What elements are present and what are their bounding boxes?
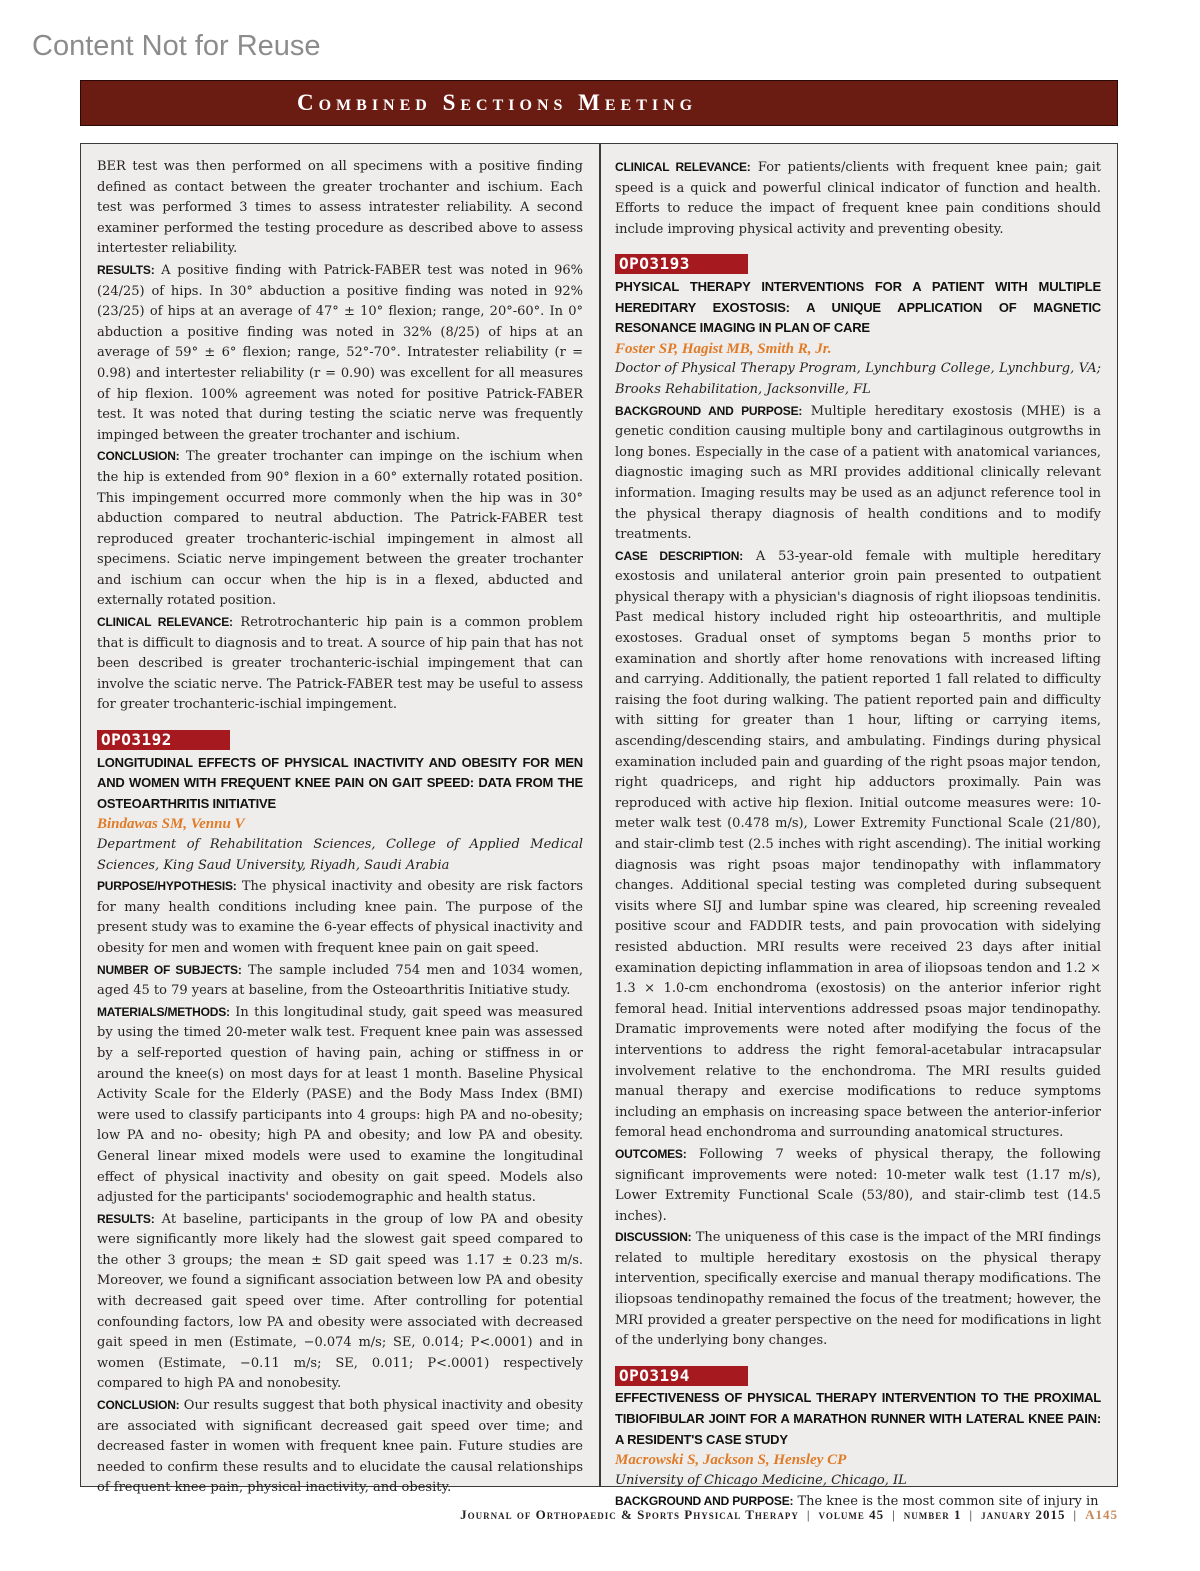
results-label: RESULTS: [97,262,155,277]
background-paragraph [615,401,1101,546]
methods-text: In this longitudinal study, gait speed was measured by using the timed 20-meter walk test. Frequent knee pain was assessed by a self-reported question of having pain, aching or stiffness in or around the knee(s) on most days for at least 1 month. Baseline Physical Activity Scale for the Elderly (PASE) and the Body Mass Index (BMI) were used to classify participants into 4 groups: high PA and no-obesity; low PA and no- obesity; high PA and obesity; and low PA and obesity. General linear mixed models were used to examine the longitudinal effect of physical inactivity and obesity on gait speed. Models also adjusted for the participants' sociodemographic and health status. [97,1004,583,1206]
relevance-text: Retrotrochanteric hip pain is a common problem that is difficult to diagnosis and to treat. A source of hip pain that has not been described is greater trochanteric-ischial impingement that can involve the sciatic nerve. The Patrick-FABER test may be useful to assess for greater trochanteric-ischial impingement. [97,615,583,713]
footer-number: number 1 [903,1507,962,1522]
outcomes-text: Following 7 weeks of physical therapy, the following significant improvements were noted: 10-meter walk test (1.17 m/s), Lower Extremity Functional Scale (53/80), and stair-climb test (14.5 inches). [615,1146,1101,1224]
abstract-title: PHYSICAL THERAPY INTERVENTIONS FOR A PATIENT WITH MULTIPLE HEREDITARY EXOSTOSIS: A UNIQUE APPLICATION OF MAGNETIC RESONANCE IMAGING IN PLAN OF CARE [615,278,1101,336]
abstract-id-badge: OPO3193 [615,254,748,274]
background-text: The knee is the most common site of injury in [797,1494,1099,1510]
watermark: Content Not for Reuse [32,30,321,62]
results-paragraph [97,260,583,446]
abstract-results-label: RESULTS: [97,1211,155,1226]
footer-journal: Journal of Orthopaedic & Sports Physical Therapy [460,1507,799,1522]
purpose-paragraph [97,876,583,959]
footer-page-number: A145 [1085,1507,1118,1522]
page-footer: Journal of Orthopaedic & Sports Physical Therapy | volume 45 | number 1 | january 2015 | A145 [460,1507,1118,1522]
right-relevance-paragraph [615,157,1101,240]
purpose-label: PURPOSE/HYPOTHESIS: [97,879,237,894]
abstract-title: EFFECTIVENESS OF PHYSICAL THERAPY INTERVENTION TO THE PROXIMAL TIBIOFIBULAR JOINT FOR A MARATHON RUNNER WITH LATERAL KNEE PAIN: A RESIDENT'S CASE STUDY [615,1390,1101,1447]
methods-paragraph [97,1002,583,1209]
case-paragraph [615,546,1101,1144]
subjects-text: The sample included 754 men and 1034 women, aged 45 to 79 years at baseline, from the Osteoarthritis Initiative study. [97,962,583,999]
methods-label: MATERIALS/METHODS: [97,1004,230,1019]
background-text: Multiple hereditary exostosis (MHE) is a genetic condition causing multiple bony and cartilaginous outgrowths in long bones. Especially in the case of a patient with anatomical variances, diagnostic imaging such as MRI provides additional clinically relevant information. Imaging results may be used as an adjunct reference tool in the physical therapy diagnosis of health conditions and to modify treatments. [615,403,1102,543]
case-text: A 53-year-old female with multiple hereditary exostosis and unilateral anterior groin pain presented to outpatient physical therapy with a physician's diagnosis of right iliopsoas tendinitis. Past medical history included right hip osteoarthritis, and multiple exostoses. Gradual onset of symptoms began 5 months prior to examination and shortly after home renovations with increased lifting and carrying. Additionally, the patient reported 1 fall related to difficulty raising the foot during walking. The patient reported pain and difficulty with sitting for greater than 1 hour, lifting or carrying items, ascending/descending stairs, and ambulating. Findings during physical examination included pain and guarding of the right psoas major tendon, right quadriceps, and right hip adductors proximally. Pain was reproduced with active hip flexion. Initial outcome measures were: 10-meter walk test (0.478 m/s), Lower Extremity Functional Scale (21/80), and stair-climb test (2.5 inches with right ascending). The initial working diagnosis was right psoas major tendinopathy with inflammatory changes. Additional special testing was completed during subsequent visits where SIJ and lumbar spine was cleared, hip screening revealed positive scour and FADDIR tests, and pain provocation with sidelying resisted abduction. MRI results were received 23 days after initial examination depicting inflammation in area of iliopsoas tendon and 1.2 × 1.3 × 1.0-cm enchondroma (exostosis) on the anterior inferior right femoral head. Initial interventions addressed psoas major tendinopathy. Dramatic improvements were noted after modifying the focus of the interventions to address the right femoral-acetabular intracapsular involvement relative to the enchondroma. The MRI results guided manual therapy and exercise modifications to reduce symptoms including an emphasis on increasing space between the anterior-inferior femoral head enchondroma and surrounding anatomical structures. [615,548,1101,1141]
abstract-authors: Foster SP, Hagist MB, Smith R, Jr. [615,340,832,357]
conclusion-text: The greater trochanter can impinge on the ischium when the hip is extended from 90° flexion in a 60° externally rotated position. This impingement occurred more commonly when the hip was in 30° abduction compared to neutral abduction. The Patrick-FABER test reproduced greater trochanteric-ischial impingement in almost all specimens. Sciatic nerve impingement between the greater trochanter and ischium can occur when the hip is in a flexed, abducted and externally rotated position. [97,449,583,609]
relevance-paragraph [97,612,583,716]
left-column [97,157,583,1499]
section-banner [80,80,1118,126]
footer-date: january 2015 [981,1507,1066,1522]
abstract-id-badge: OPO3192 [97,730,230,750]
case-label: CASE DESCRIPTION: [615,548,744,563]
abstract-affiliation: Doctor of Physical Therapy Program, Lynchburg College, Lynchburg, VA; Brooks Rehabilitation, Jacksonville, FL [615,361,1101,397]
footer-volume: volume 45 [818,1507,885,1522]
abstract-conclusion-label: CONCLUSION: [97,1398,180,1413]
abstract-conclusion-paragraph [97,1395,583,1499]
right-relevance-text: For patients/clients with frequent knee pain; gait speed is a quick and powerful clinical indicator of function and health. Efforts to reduce the impact of frequent knee pain conditions should include improving physical activity and preventing obesity. [615,160,1101,237]
intro-paragraph: BER test was then performed on all specimens with a positive finding defined as contact between the greater trochanter and ischium. Each test was performed 3 times to assess intratester reliability. A second examiner performed the testing procedure as described above to assess intertester reliability. [97,159,583,257]
subjects-label: NUMBER OF SUBJECTS: [97,962,242,977]
abstract-conclusion-text: Our results suggest that both physical inactivity and obesity are associated with significant decreased gait speed over time; and decreased faster in women with frequent knee pain. Future studies are needed to confirm these results and to elucidate the causal relationships of frequent knee pain, physical inactivity, and obesity. [97,1398,583,1496]
background-label: BACKGROUND AND PURPOSE: [615,403,803,418]
right-column [615,157,1101,1513]
abstract-results-paragraph [97,1209,583,1395]
purpose-text: The physical inactivity and obesity are risk factors for many health conditions including knee pain. The purpose of the present study was to examine the 6-year effects of physical inactivity and obesity for men and women with frequent knee pain on gait speed. [97,879,583,956]
right-relevance-label: CLINICAL RELEVANCE: [615,160,751,174]
outcomes-paragraph [615,1144,1101,1227]
abstract-authors: Macrowski S, Jackson S, Hensley CP [615,1452,847,1469]
abstract-affiliation: University of Chicago Medicine, Chicago, IL [615,1472,907,1488]
abstract-results-text: At baseline, participants in the group of low PA and obesity were significantly more likely had the slowest gait speed compared to the other 3 groups; the mean ± SD gait speed was 1.17 ± 0.23 m/s. Moreover, we found a significant association between low PA and obesity with decreased gait speed over time. After controlling for potential confounding factors, low PA and obesity were associated with decreased gait speed in men (Estimate, −0.074 m/s; SE, 0.014; P<.0001) and in women (Estimate, −0.11 m/s; SE, 0.011; P<.0001) respectively compared to high PA and nonobesity. [97,1211,584,1392]
results-text: A positive finding with Patrick-FABER test was noted in 96% (24/25) of hips. In 30° abduction a positive finding was noted in 92% (23/25) of hips at an average of 47° ± 10° flexion; range, 20°-60°. In 0° abduction a positive finding was noted in 32% (8/25) of hips at an average of 59° ± 6° flexion; range, 52°-70°. Intratester reliability (r = 0.98) and intertester reliability (r = 0.90) was excellent for all measures of hip flexion. 100% agreement was noted for positive Patrick-FABER test. It was noted that during testing the sciatic nerve was frequently impinged between the greater trochanter and ischium. [97,262,583,443]
conclusion-label: CONCLUSION: [97,449,180,464]
column-divider [599,143,601,1487]
discussion-label: DISCUSSION: [615,1230,692,1245]
abstract-affiliation: Department of Rehabilitation Sciences, College of Applied Medical Sciences, King Saud University, Riyadh, Saudi Arabia [97,837,583,873]
discussion-paragraph [615,1227,1101,1352]
abstract-title: LONGITUDINAL EFFECTS OF PHYSICAL INACTIVITY AND OBESITY FOR MEN AND WOMEN WITH FREQUENT KNEE PAIN ON GAIT SPEED: DATA FROM THE OSTEOARTHRITIS INITIATIVE [97,754,583,811]
banner-title: Combined Sections Meeting [297,90,698,115]
background-label: BACKGROUND AND PURPOSE: [615,1494,794,1509]
discussion-text: The uniqueness of this case is the impact of the MRI findings related to multiple hereditary exostosis on the physical therapy intervention, specifically exercise and manual therapy modifications. The iliopsoas tendinopathy remained the focus of the treatment; however, the MRI provided a greater perspective on the need for modifications in light of the underlying bony changes. [615,1230,1101,1349]
relevance-label: CLINICAL RELEVANCE: [97,615,233,630]
outcomes-label: OUTCOMES: [615,1146,687,1161]
conclusion-paragraph [97,446,583,612]
abstract-authors: Bindawas SM, Vennu V [97,816,245,833]
abstract-id-badge: OPO3194 [615,1366,748,1386]
subjects-paragraph [97,960,583,1002]
